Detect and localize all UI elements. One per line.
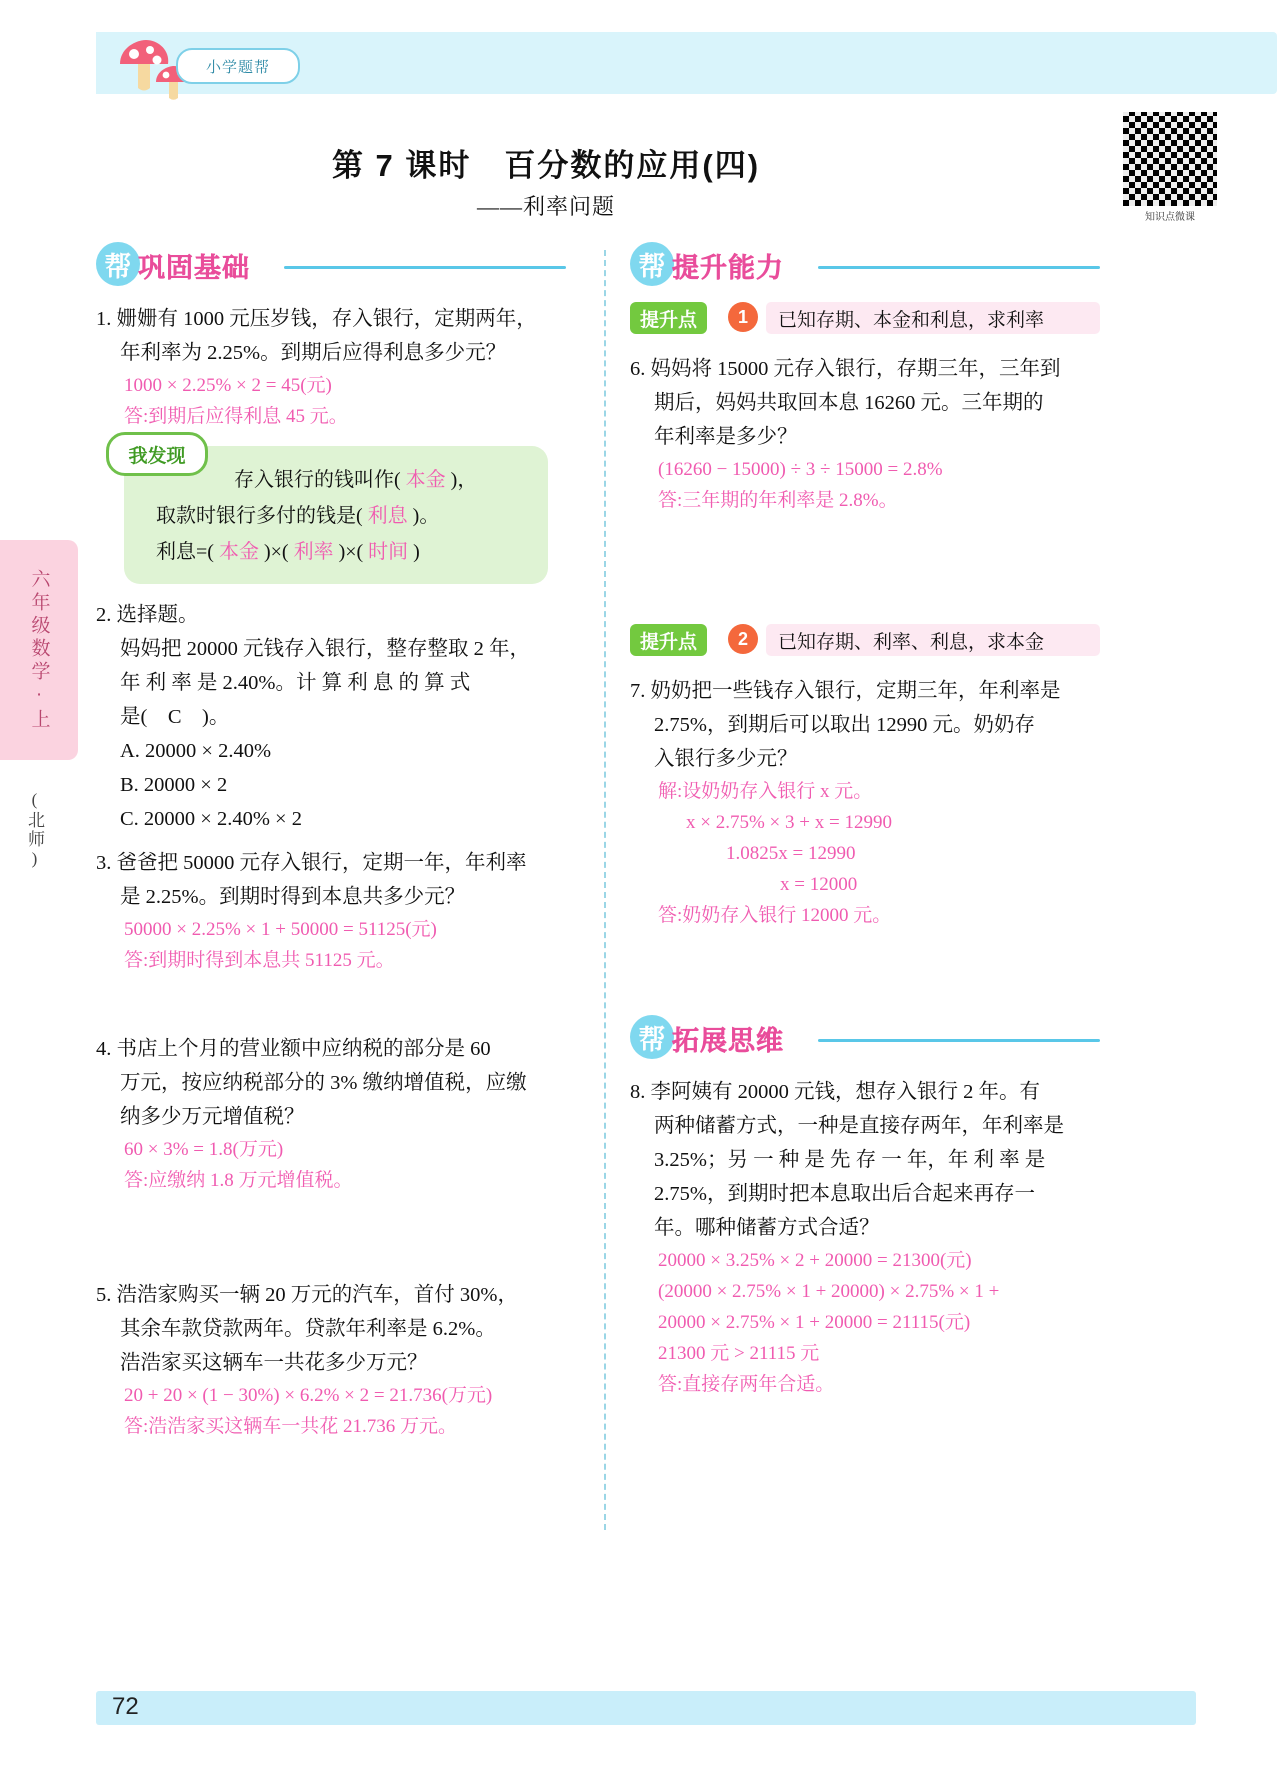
- problem-3-answer-2: 答:到期时得到本息共 51125 元。: [124, 950, 395, 971]
- problem-5-answer-2: 答:浩浩家买这辆车一共花 21.736 万元。: [124, 1416, 458, 1437]
- brand-badge: 小学题帮: [176, 48, 300, 84]
- problem-8-answer-4: 21300 元 > 21115 元: [658, 1343, 820, 1364]
- discovery-line-3-blank-1[interactable]: 本金: [218, 541, 259, 563]
- section-rule: [818, 266, 1100, 269]
- qr-caption: 知识点微课: [1145, 212, 1195, 223]
- discovery-line-3-blank-3[interactable]: 时间: [368, 541, 409, 563]
- problem-2-line-4[interactable]: 是( C )。: [120, 706, 230, 728]
- section-rule: [284, 266, 566, 269]
- problem-2-option-c[interactable]: C. 20000 × 2.40% × 2: [120, 808, 302, 830]
- problem-2-line-2: 妈妈把 20000 元钱存入银行，整存整取 2 年，: [120, 638, 530, 660]
- problem-7-answer-4: x = 12000: [780, 874, 858, 895]
- column-divider: [604, 250, 606, 1530]
- problem-3-line-2: 是 2.25%。到期时得到本息共多少元？: [120, 886, 466, 908]
- discovery-line-1-pre: 存入银行的钱叫作(: [234, 469, 401, 491]
- problem-4-line-3: 纳多少万元增值税？: [120, 1106, 305, 1128]
- problem-6-line-2: 期后，妈妈共取回本息 16260 元。三年期的: [654, 392, 1044, 414]
- grade-tab: [0, 540, 78, 760]
- spacer: [630, 572, 1100, 618]
- bang-icon: 帮: [96, 242, 140, 286]
- problem-7-answer-3: 1.0825x = 12990: [726, 843, 856, 864]
- page-number: 72: [112, 1693, 139, 1720]
- section-title-extend: 拓展思维: [672, 1026, 784, 1056]
- discovery-line-1-post: )，: [450, 469, 478, 491]
- section-title-basic: 巩固基础: [138, 253, 250, 283]
- spacer: [630, 526, 1100, 572]
- problem-4-answer-2: 答:应缴纳 1.8 万元增值税。: [124, 1170, 353, 1191]
- point-number: 2: [728, 624, 758, 654]
- problem-5-line-2: 其余车款贷款两年。贷款年利率是 6.2%。: [120, 1318, 496, 1340]
- problem-8-line-4: 2.75%，到期时把本息取出后合起来再存一: [654, 1183, 1035, 1205]
- problem-6-answer-2: 答:三年期的年利率是 2.8%。: [658, 490, 898, 511]
- discovery-line-3-blank-2[interactable]: 利率: [293, 541, 334, 563]
- problem-8-answer-1: 20000 × 3.25% × 2 + 20000 = 21300(元): [658, 1250, 972, 1271]
- section-header-basic: [96, 240, 566, 296]
- problem-1-line-1: 1. 姗姗有 1000 元压岁钱，存入银行，定期两年，: [96, 308, 537, 330]
- section-header-extend: [630, 1013, 1100, 1069]
- point-tag: 提升点: [630, 302, 707, 334]
- problem-7-answer-1: 解:设奶奶存入银行 x 元。: [658, 781, 873, 802]
- problem-8-line-1: 8. 李阿姨有 20000 元钱，想存入银行 2 年。有: [630, 1081, 1040, 1103]
- problem-1: [96, 302, 566, 432]
- page-title: 第 7 课时 百分数的应用(四): [331, 148, 761, 183]
- problem-8: [630, 1075, 1100, 1400]
- problem-7-answer-5: 答:奶奶存入银行 12000 元。: [658, 905, 892, 926]
- problem-8-answer-5: 答:直接存两年合适。: [658, 1374, 835, 1395]
- page-subtitle: ——利率问题: [476, 194, 615, 219]
- footer-band: [96, 1691, 1196, 1725]
- problem-5-answer-1: 20 + 20 × (1 − 30%) × 6.2% × 2 = 21.736(万元): [124, 1385, 493, 1406]
- problem-6: [630, 352, 1100, 516]
- problem-7-line-2: 2.75%，到期后可以取出 12990 元。奶奶存: [654, 714, 1035, 736]
- discovery-box: [124, 446, 548, 584]
- problem-2-line-1: 2. 选择题。: [96, 604, 199, 626]
- problem-7-line-1: 7. 奶奶把一些钱存入银行，定期三年，年利率是: [630, 680, 1061, 702]
- problem-2-option-a[interactable]: A. 20000 × 2.40%: [120, 740, 272, 762]
- problem-3-answer-1: 50000 × 2.25% × 1 + 50000 = 51125(元): [124, 919, 437, 940]
- discovery-line-2-blank[interactable]: 利息: [367, 505, 408, 527]
- problem-1-answer-1: 1000 × 2.25% × 2 = 45(元): [124, 375, 332, 396]
- improve-point-1: [630, 302, 1100, 342]
- problem-1-answer-2: 答:到期后应得利息 45 元。: [124, 406, 348, 427]
- problem-7-line-3: 入银行多少元？: [654, 748, 798, 770]
- spacer: [96, 1252, 566, 1278]
- problem-8-answer-2: (20000 × 2.75% × 1 + 20000) × 2.75% × 1 +: [658, 1281, 1000, 1302]
- grade-tab-label: 六年级数学·上: [28, 568, 50, 732]
- problem-8-line-3: 3.25%；另 一 种 是 先 存 一 年，年 利 率 是: [654, 1149, 1046, 1171]
- problem-2: [96, 598, 566, 836]
- problem-6-line-1: 6. 妈妈将 15000 元存入银行，存期三年，三年到: [630, 358, 1061, 380]
- problem-5-line-3: 浩浩家买这辆车一共花多少万元？: [120, 1352, 428, 1374]
- spacer: [630, 941, 1100, 987]
- left-margin: [0, 0, 96, 1773]
- problem-5-line-1: 5. 浩浩家购买一辆 20 万元的汽车，首付 30%，: [96, 1284, 518, 1306]
- point-tag: 提升点: [630, 624, 707, 656]
- section-title-improve: 提升能力: [672, 253, 784, 283]
- spacer: [96, 986, 566, 1032]
- problem-3: [96, 846, 566, 976]
- spacer: [96, 1206, 566, 1252]
- section-rule: [818, 1039, 1100, 1042]
- discovery-line-3: [138, 534, 534, 570]
- problem-4: [96, 1032, 566, 1196]
- improve-point-2: [630, 624, 1100, 664]
- problem-7-answer-2: x × 2.75% × 3 + x = 12990: [686, 812, 892, 833]
- problem-4-line-2: 万元，按应纳税部分的 3% 缴纳增值税，应缴: [120, 1072, 527, 1094]
- problem-8-answer-3: 20000 × 2.75% × 1 + 20000 = 21115(元): [658, 1312, 971, 1333]
- section-header-improve: [630, 240, 1100, 296]
- problem-4-line-1: 4. 书店上个月的营业额中应纳税的部分是 60: [96, 1038, 491, 1060]
- problem-2-line-3: 年 利 率 是 2.40%。计 算 利 息 的 算 式: [120, 672, 471, 694]
- problem-5: [96, 1278, 566, 1442]
- discovery-line-1-blank[interactable]: 本金: [405, 469, 446, 491]
- problem-2-option-b[interactable]: B. 20000 × 2: [120, 774, 228, 796]
- discovery-line-3-d: )×(: [338, 541, 364, 563]
- problem-7: [630, 674, 1100, 931]
- problem-8-line-2: 两种储蓄方式，一种是直接存两年，年利率是: [654, 1115, 1064, 1137]
- point-text: 已知存期、本金和利息，求利率: [766, 302, 1100, 334]
- qr-code[interactable]: [1123, 112, 1217, 206]
- right-column: [630, 240, 1100, 1410]
- discovery-line-3-e: ): [413, 541, 420, 563]
- problem-6-line-3: 年利率是多少？: [654, 426, 798, 448]
- publisher-label: (北师): [25, 790, 44, 870]
- discovery-line-2-pre: 取款时银行多付的钱是(: [156, 505, 363, 527]
- problem-4-answer-1: 60 × 3% = 1.8(万元): [124, 1139, 284, 1160]
- discovery-line-2-post: )。: [412, 505, 440, 527]
- problem-1-line-2: 年利率为 2.25%。到期后应得利息多少元？: [120, 342, 507, 364]
- point-number: 1: [728, 302, 758, 332]
- discovery-line-3-a: 利息=(: [156, 541, 214, 563]
- bang-icon: 帮: [630, 1015, 674, 1059]
- left-column: [96, 240, 566, 1452]
- spacer: [630, 987, 1100, 1013]
- discovery-line-3-c: )×(: [263, 541, 289, 563]
- point-text: 已知存期、利率、利息，求本金: [766, 624, 1100, 656]
- problem-6-answer-1: (16260 − 15000) ÷ 3 ÷ 15000 = 2.8%: [658, 459, 943, 480]
- bang-icon: 帮: [630, 242, 674, 286]
- problem-3-line-1: 3. 爸爸把 50000 元存入银行，定期一年，年利率: [96, 852, 527, 874]
- discovery-badge: 我发现: [106, 432, 208, 476]
- discovery-line-2: [138, 498, 534, 534]
- problem-8-line-5: 年。哪种储蓄方式合适？: [654, 1217, 880, 1239]
